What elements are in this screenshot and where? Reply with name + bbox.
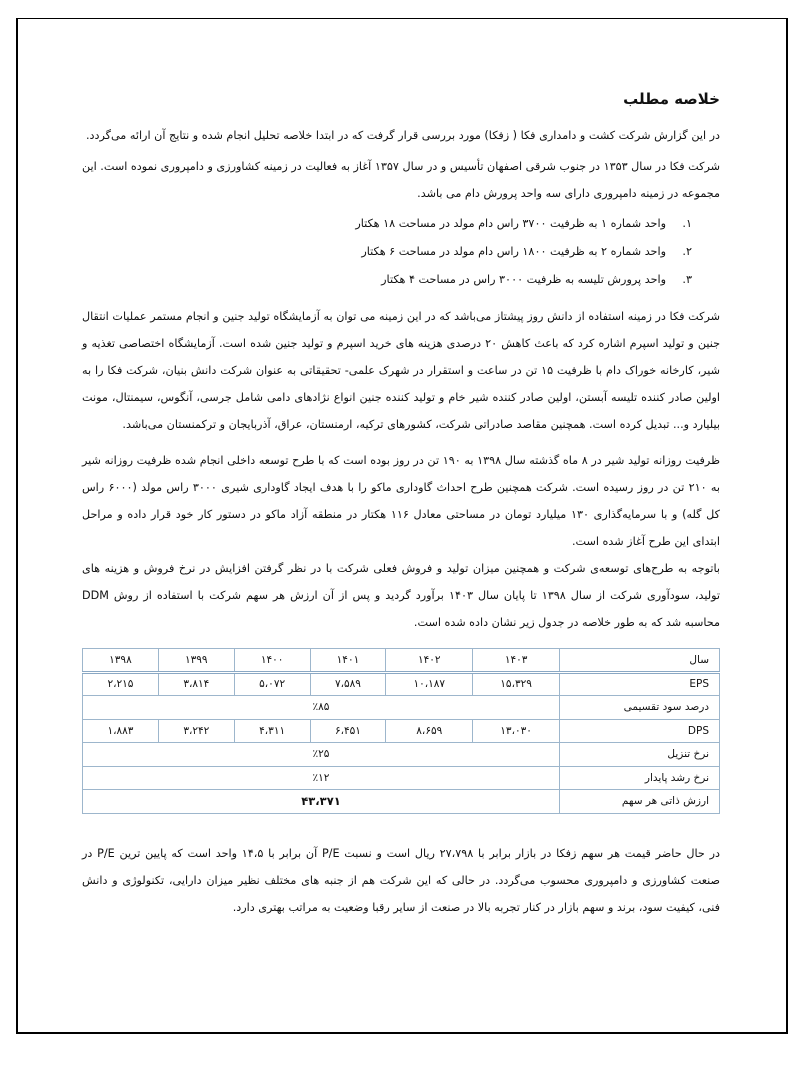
dps-cell: ۱،۸۸۳	[83, 719, 159, 743]
year-cell: ۱۴۰۰	[234, 649, 310, 673]
document-body	[82, 90, 720, 921]
discount-value: ٪۲۵	[83, 743, 560, 767]
market-paragraph: در حال حاضر قیمت هر سهم زفکا در بازار برابر با ۲۷،۷۹۸ ریال است و نسبت P/E آن برابر با ۱۴،۵ واحد است که پایین ترین P/E در صنعت کشاورزی و دامپروری محسوب می‌گردد. در حالی که این شرکت هم از جنبه های مختلف نظیر میزان دارایی، تکنولوژی و دانش فنی، کیفیت سود، برند و سهم بازار در کنار تجربه بالا در صنعت از سایر رقبا وضعیت به مراتب بهتری دارد.	[82, 846, 720, 914]
year-cell: ۱۳۹۹	[158, 649, 234, 673]
eps-cell: ۷،۵۸۹	[310, 672, 386, 696]
section-title: خلاصه مطلب	[623, 90, 720, 108]
growth-label: نرخ رشد پایدار	[560, 766, 720, 790]
dps-cell: ۶،۴۵۱	[310, 719, 386, 743]
technology-paragraph: شرکت فکا در زمینه استفاده از دانش روز پیشتاز می‌باشد که در این زمینه می توان به آزمایشگاه تولید جنین و انجام مستمر عملیات انتقال جنین و تولید اسپرم اشاره کرد که باعث کاهش ۲۰ درصدی هزینه های خرید اسپرم و تولید جنین شده است. آزمایشگاه اختصاصی تغذیه و شیر، کارخانه خوراک دام با ظرفیت ۱۵ تن در ساعت و استقرار در شهرک علمی- تحقیقاتی به عنوان شرکت دانش بنیان، شرکت فکا را به اولین صادر کننده تلیسه آبستن، اولین صادر کننده شیر خام و تولید کننده جنین انواع نژادهای دامی شامل جرسی، آنگوس، سیمنتال، مونت بیلیارد و... تبدیل کرده است. همچنین مقاصد صادراتی شرکت، کشورهای ترکیه، ارمنستان، عراق، آذربایجان و ترکمنستان می‌باشد.	[82, 310, 721, 431]
eps-cell: ۱۰،۱۸۷	[386, 672, 473, 696]
table-row	[83, 672, 720, 696]
intrinsic-value-label: ارزش ذاتی هر سهم	[560, 790, 720, 814]
dps-cell: ۱۳،۰۳۰	[473, 719, 560, 743]
units-list	[82, 210, 692, 294]
payout-value: ٪۸۵	[83, 696, 560, 720]
table-row	[83, 696, 720, 720]
eps-cell: ۱۵،۳۲۹	[473, 672, 560, 696]
year-cell: ۱۴۰۱	[310, 649, 386, 673]
year-cell: ۱۴۰۳	[473, 649, 560, 673]
intro-paragraph: در این گزارش شرکت کشت و دامداری فکا ( زفکا) مورد بررسی قرار گرفت که در ابتدا خلاصه تحلیل انجام شده و نتایج آن ارائه می‌گردد.	[85, 129, 720, 142]
year-header: سال	[560, 649, 720, 673]
payout-label: درصد سود تقسیمی	[560, 696, 720, 720]
eps-label: EPS	[560, 672, 720, 696]
year-cell: ۱۴۰۲	[386, 649, 473, 673]
year-cell: ۱۳۹۸	[83, 649, 159, 673]
company-paragraph: شرکت فکا در سال ۱۳۵۳ در جنوب شرقی اصفهان تأسیس و در سال ۱۳۵۷ آغاز به فعالیت در زمینه کشاورزی و دامپروری نموده است. این مجموعه در زمینه دامپروری دارای سه واحد پرورش دام می باشد.	[82, 160, 720, 200]
valuation-paragraph: باتوجه به طرح‌های توسعه‌ی شرکت و همچنین میزان تولید و فروش فعلی شرکت با در نظر گرفتن افزایش در نرخ فروش و هزینه های تولید، سودآوری شرکت از سال ۱۳۹۸ تا پایان سال ۱۴۰۳ برآورد گردید و پس از آن ارزش هر سهم شرکت با استفاده از روش DDM محاسبه شد که به طور خلاصه در جدول زیر نشان داده شده است.	[82, 562, 720, 629]
intrinsic-value: ۴۳،۳۷۱	[83, 790, 560, 814]
capacity-paragraph: ظرفیت روزانه تولید شیر در ۸ ماه گذشته سال ۱۳۹۸ به ۱۹۰ تن در روز بوده است که با طرح توسعه داخلی انجام شده ظرفیت روزانه شیر به ۲۱۰ تن در روز رسیده است. شرکت همچنین طرح احداث گاوداری ماکو را با هدف ایجاد گاوداری شیری ۳۰۰۰ راس مولد (۶۰۰۰ راس کل گله) و با سرمایه‌گذاری ۱۳۰ میلیارد تومان در مساحتی معادل ۱۱۶ هکتار در منطقه آزاد ماکو در دستور کار خود قرار داده و مراحل ابتدای این طرح آغاز شده است.	[82, 454, 720, 548]
eps-cell: ۲،۲۱۵	[83, 672, 159, 696]
discount-label: نرخ تنزیل	[560, 743, 720, 767]
table-row	[83, 766, 720, 790]
list-item: ۳. واحد پرورش تلیسه به ظرفیت ۳۰۰۰ راس در مساحت ۴ هکتار	[381, 273, 692, 286]
valuation-table	[82, 648, 720, 814]
list-item: ۲. واحد شماره ۲ به ظرفیت ۱۸۰۰ راس دام مولد در مساحت ۶ هکتار	[361, 245, 692, 258]
growth-value: ٪۱۲	[83, 766, 560, 790]
dps-cell: ۸،۶۵۹	[386, 719, 473, 743]
table-row	[83, 649, 720, 673]
table-row	[83, 719, 720, 743]
dps-cell: ۴،۳۱۱	[234, 719, 310, 743]
table-row	[83, 790, 720, 814]
eps-cell: ۵،۰۷۲	[234, 672, 310, 696]
list-item: ۱. واحد شماره ۱ به ظرفیت ۳۷۰۰ راس دام مولد در مساحت ۱۸ هکتار	[355, 217, 692, 230]
dps-label: DPS	[560, 719, 720, 743]
table-row	[83, 743, 720, 767]
dps-cell: ۳،۲۴۲	[158, 719, 234, 743]
eps-cell: ۳،۸۱۴	[158, 672, 234, 696]
